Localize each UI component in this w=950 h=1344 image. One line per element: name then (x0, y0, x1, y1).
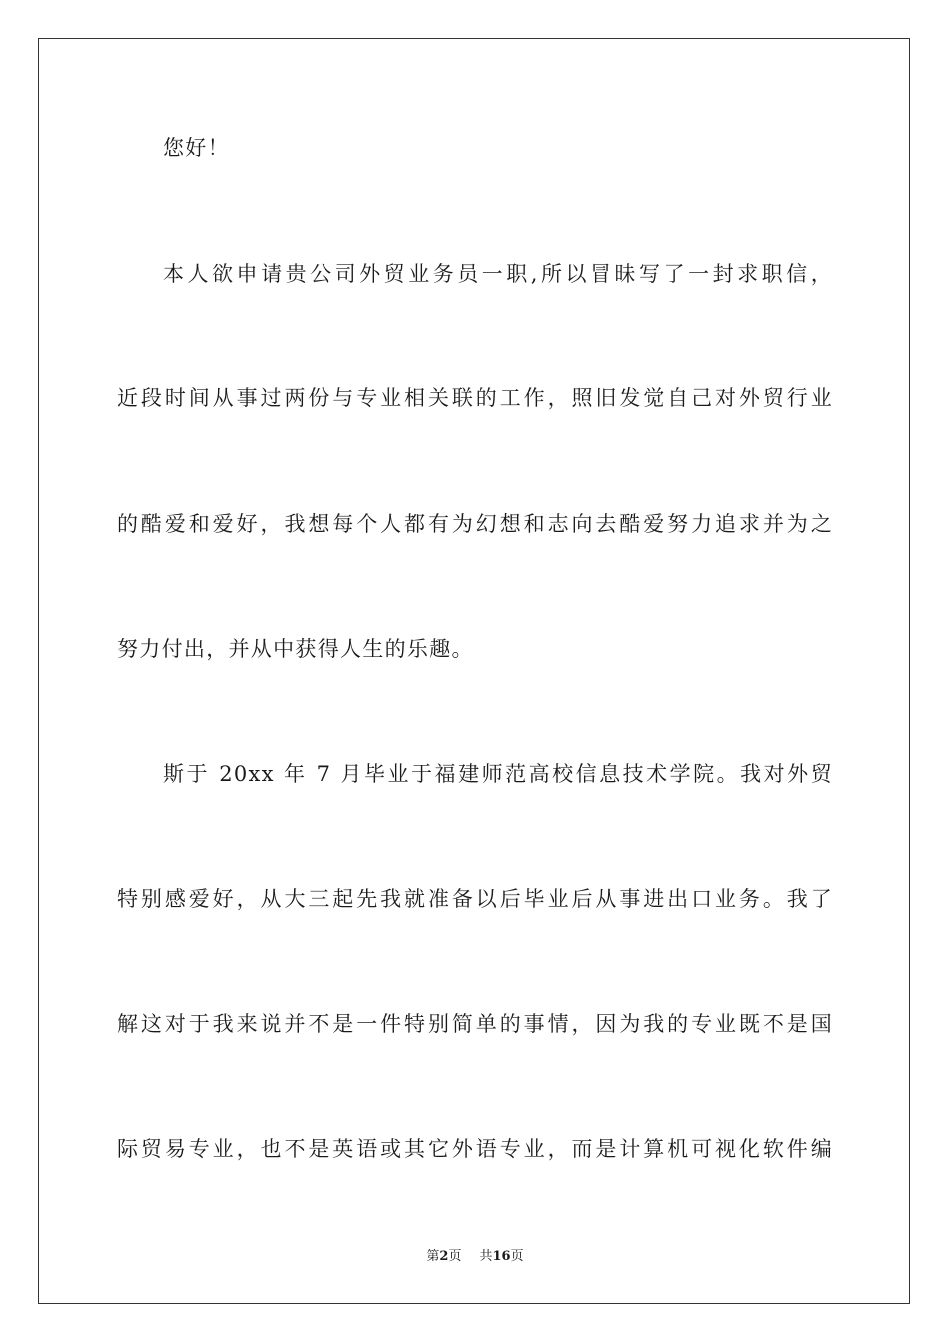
paragraph-line: 斯于 20xx 年 7 月毕业于福建师范高校信息技术学院。我对外贸 (163, 762, 833, 786)
paragraph-line: 努力付出，并从中获得人生的乐趣。 (117, 637, 474, 661)
paragraph-line: 际贸易专业，也不是英语或其它外语专业，而是计算机可视化软件编 (117, 1137, 833, 1161)
paragraph-line: 近段时间从事过两份与专业相关联的工作，照旧发觉自己对外贸行业 (117, 386, 833, 410)
greeting: 您好！ (163, 136, 230, 160)
total-pages: 16 (492, 1249, 511, 1264)
total-prefix: 共 (479, 1249, 493, 1264)
paragraph-line: 本人欲申请贵公司外贸业务员一职,所以冒昧写了一封求职信， (163, 262, 833, 286)
page-border (38, 38, 910, 1304)
paragraph-line: 解这对于我来说并不是一件特别简单的事情，因为我的专业既不是国 (117, 1012, 833, 1036)
page-number: 2 (439, 1249, 449, 1264)
page-prefix: 第 (426, 1249, 440, 1264)
page-footer (0, 1248, 950, 1266)
paragraph-line: 的酷爱和爱好，我想每个人都有为幻想和志向去酷爱努力追求并为之 (117, 512, 833, 536)
total-suffix: 页 (510, 1249, 524, 1264)
paragraph-line: 特别感爱好，从大三起先我就准备以后毕业后从事进出口业务。我了 (117, 887, 833, 911)
page-suffix: 页 (448, 1249, 462, 1264)
